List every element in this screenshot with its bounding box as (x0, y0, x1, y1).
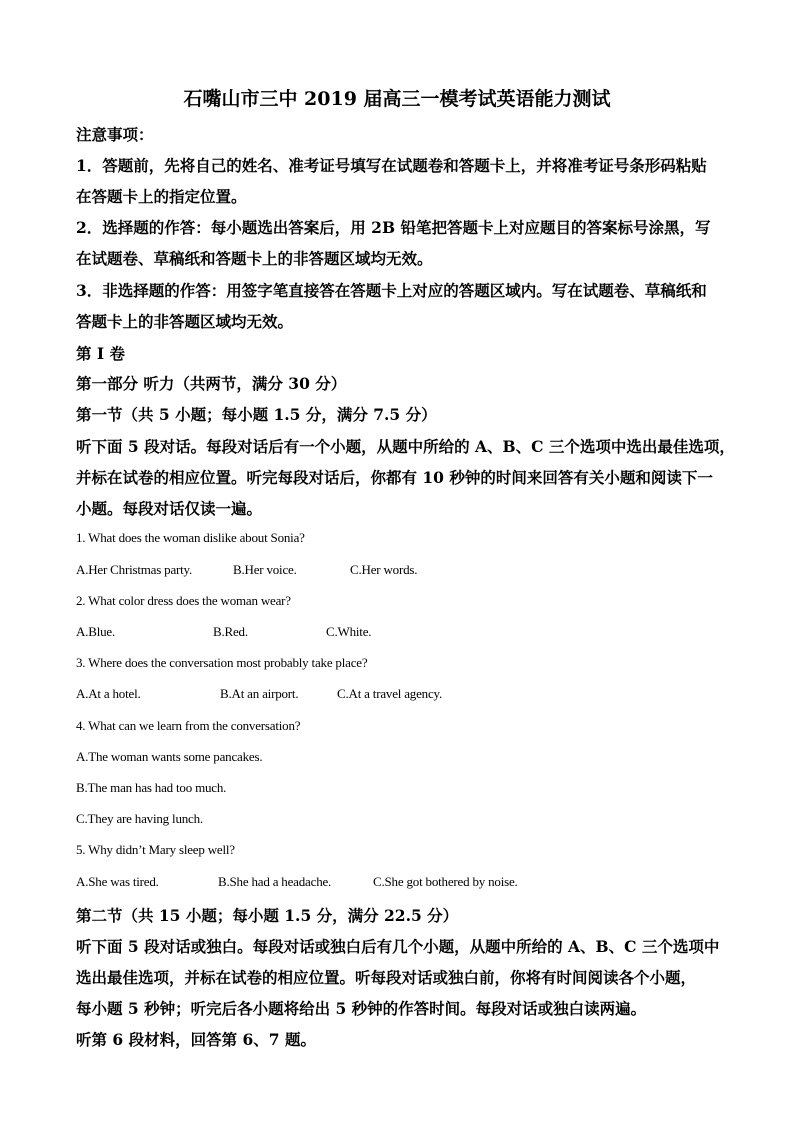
section-1-instructions-line-3: 小题。每段对话仅读一遍。 (76, 499, 263, 518)
question-1-stem: 1. What does the woman dislike about Sonia? (76, 530, 305, 545)
question-2-option-c: C.White. (326, 624, 372, 639)
section-1-instructions-line-1: 听下面 5 段对话。每段对话后有一个小题，从题中所给的 A、B、C 三个选项中选出最佳选项， (76, 437, 735, 456)
question-5-option-c: C.She got bothered by noise. (373, 874, 518, 889)
question-4-option-a: A.The woman wants some pancakes. (76, 749, 263, 764)
question-4-stem: 4. What can we learn from the conversation? (76, 718, 301, 733)
question-1-option-b: B.Her voice. (233, 562, 297, 577)
notice-item-1-line-2: 在答题卡上的指定位置。 (76, 187, 247, 206)
notice-heading: 注意事项： (76, 125, 154, 144)
section-2-instructions-line-2: 选出最佳选项，并标在试卷的相应位置。听每段对话或独白前，你将有时间阅读各个小题， (76, 968, 697, 987)
notice-item-2-line-1: 2．选择题的作答：每小题选出答案后，用 2B 铅笔把答题卡上对应题目的答案标号涂黑，写 (76, 218, 711, 237)
question-3-option-a: A.At a hotel. (76, 686, 141, 701)
section-2-instructions-line-3: 每小题 5 秒钟；听完后各小题将给出 5 秒钟的作答时间。每段对话或独白读两遍。 (76, 999, 647, 1018)
question-1-option-c: C.Her words. (350, 562, 418, 577)
question-3-option-b: B.At an airport. (220, 686, 299, 701)
question-3-option-c: C.At a travel agency. (337, 686, 443, 701)
question-5-option-b: B.She had a headache. (218, 874, 332, 889)
question-4-option-c: C.They are having lunch. (76, 811, 203, 826)
section-1-instructions-line-2: 并标在试卷的相应位置。听完每段对话后，你都有 10 秒钟的时间来回答有关小题和阅读下一 (76, 468, 713, 487)
question-2-option-a: A.Blue. (76, 624, 116, 639)
notice-item-3-line-1: 3．非选择题的作答：用签字笔直接答在答题卡上对应的答题区域内。写在试题卷、草稿纸和 (76, 281, 707, 300)
question-5-option-a: A.She was tired. (76, 874, 159, 889)
question-4-option-b: B.The man has had too much. (76, 780, 227, 795)
section-2-instructions-line-1: 听下面 5 段对话或独白。每段对话或独白后有几个小题，从题中所给的 A、B、C 三个选项中 (76, 937, 720, 956)
notice-item-2-line-2: 在试题卷、草稿纸和答题卡上的非答题区域均无效。 (76, 249, 433, 268)
exam-title: 石嘴山市三中 2019 届高三一模考试英语能力测试 (183, 88, 611, 110)
question-3-stem: 3. Where does the conversation most probably take place? (76, 655, 368, 670)
question-1-option-a: A.Her Christmas party. (76, 562, 193, 577)
question-2-option-b: B.Red. (213, 624, 248, 639)
volume-heading: 第 I 卷 (76, 344, 126, 363)
notice-item-3-line-2: 答题卡上的非答题区域均无效。 (76, 312, 294, 331)
section-2-material-6: 听第 6 段材料，回答第 6、7 题。 (76, 1030, 316, 1049)
section-2-heading: 第二节（共 15 小题；每小题 1.5 分，满分 22.5 分） (76, 906, 459, 925)
part-1-heading: 第一部分 听力（共两节，满分 30 分） (76, 374, 347, 393)
question-5-stem: 5. Why didn’t Mary sleep well? (76, 842, 235, 857)
section-1-heading: 第一节（共 5 小题；每小题 1.5 分，满分 7.5 分） (76, 405, 437, 424)
notice-item-1-line-1: 1．答题前，先将自己的姓名、准考证号填写在试题卷和答题卡上，并将准考证号条形码粘贴 (76, 156, 707, 175)
question-2-stem: 2. What color dress does the woman wear? (76, 593, 291, 608)
